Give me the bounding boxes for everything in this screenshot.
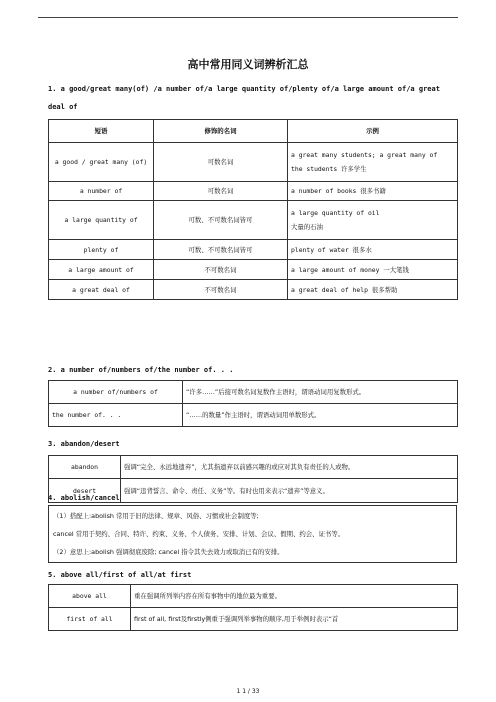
desc-cell: first of all, first及firstly侧重于强调列举事物的顺序,用于举例时表示“首 xyxy=(131,608,458,631)
noun-cell: 不可数名词 xyxy=(154,280,288,300)
phrase-cell: a large quantity of xyxy=(49,201,154,240)
note-cell xyxy=(49,506,457,563)
table-row xyxy=(49,381,458,404)
page-title: 高中常用同义词辨析汇总 xyxy=(187,58,309,71)
term-cell: abandon xyxy=(49,456,121,479)
noun-cell: 不可数名词 xyxy=(154,260,288,280)
table-row xyxy=(49,608,458,631)
phrase-cell: a number of xyxy=(49,182,154,201)
table-row xyxy=(49,240,458,260)
section-2-heading: 2. a number of/numbers of/the number of. . . xyxy=(48,366,234,374)
example-cell xyxy=(288,201,458,240)
table-row xyxy=(49,404,458,427)
section-5-heading: 5. above all/first of all/at first xyxy=(48,571,192,579)
col-header-noun: 修饰的名词 xyxy=(154,120,288,143)
note-row xyxy=(49,506,457,563)
header-rule xyxy=(38,17,458,18)
example-line: a large quantity of oil xyxy=(291,209,380,217)
example-cell: a large amount of money 一大笔钱 xyxy=(288,260,458,280)
table-row xyxy=(49,280,458,300)
col-header-phrase: 短语 xyxy=(49,120,154,143)
noun-cell: 可数、不可数名词皆可 xyxy=(154,201,288,240)
term-cell: desert xyxy=(49,479,121,503)
section-1-heading-line2: deal of xyxy=(48,103,78,111)
noun-cell: 可数、不可数名词皆可 xyxy=(154,240,288,260)
table-row xyxy=(49,260,458,280)
phrase-cell: a great deal of xyxy=(49,280,154,300)
col-header-example: 示例 xyxy=(288,120,458,143)
term-cell: first of all xyxy=(49,608,131,631)
section-5-table xyxy=(48,584,458,631)
phrase-cell: a large amount of xyxy=(49,260,154,280)
table-row xyxy=(49,456,458,479)
note-line: （1）搭配上:abolish 常用于旧的法律、规章、风俗、习惯或社会制度等; xyxy=(53,512,259,520)
page-number: 1 1 / 33 xyxy=(236,688,260,695)
example-line: the students 许多学生 xyxy=(291,165,367,173)
note-line: （2）意思上:abolish 强调彻底废除; cancel 指令其失去效力或取消已有的安排。 xyxy=(53,548,284,556)
section-4-box xyxy=(48,505,457,563)
table-header-row xyxy=(49,120,458,143)
section-1-table xyxy=(48,119,458,300)
term-cell: a number of/numbers of xyxy=(49,381,183,404)
table-row xyxy=(49,182,458,201)
table-row xyxy=(49,201,458,240)
desc-cell: 强调“违背誓言、命令、责任、义务”等。有时也用来表示“遗弃”等意义。 xyxy=(121,479,458,503)
example-line: 大量的石油 xyxy=(291,223,323,231)
section-1-heading xyxy=(48,80,440,116)
section-4-heading: 4. abolish/cancel xyxy=(48,494,120,502)
desc-cell: 重在强调所列举内容在所有事物中的地位最为重要。 xyxy=(131,585,458,608)
term-cell: the number of. . . xyxy=(49,404,183,427)
noun-cell: 可数名词 xyxy=(154,182,288,201)
phrase-cell: plenty of xyxy=(49,240,154,260)
table-row xyxy=(49,585,458,608)
desc-cell: “许多……”后接可数名词复数作主语时，谓语动词用复数形式。 xyxy=(183,381,458,404)
desc-cell: 强调“完全、永远地遗弃”，尤其指遗弃以前感兴趣的或应对其负有责任的人或物。 xyxy=(121,456,458,479)
phrase-cell: a good / great many (of) xyxy=(49,143,154,182)
example-cell: a great deal of help 很多帮助 xyxy=(288,280,458,300)
example-cell: plenty of water 很多水 xyxy=(288,240,458,260)
section-1-heading-line1: 1. a good/great many(of) /a number of/a large quantity of/plenty of/a large amount of/a great xyxy=(48,85,440,93)
desc-cell: “……的数量”作主语时，谓语动词用单数形式。 xyxy=(183,404,458,427)
section-3-heading: 3. abandon/desert xyxy=(48,440,120,448)
term-cell: above all xyxy=(49,585,131,608)
example-line: a great many students; a great many of xyxy=(291,151,438,159)
table-row xyxy=(49,143,458,182)
noun-cell: 可数名词 xyxy=(154,143,288,182)
note-line: cancel 常用于契约、合同、特许、约束、义务、个人债务、安排、计划、会议、假期、约会、证书等。 xyxy=(53,530,345,538)
example-cell: a number of books 很多书籍 xyxy=(288,182,458,201)
section-2-table xyxy=(48,380,458,427)
example-cell xyxy=(288,143,458,182)
